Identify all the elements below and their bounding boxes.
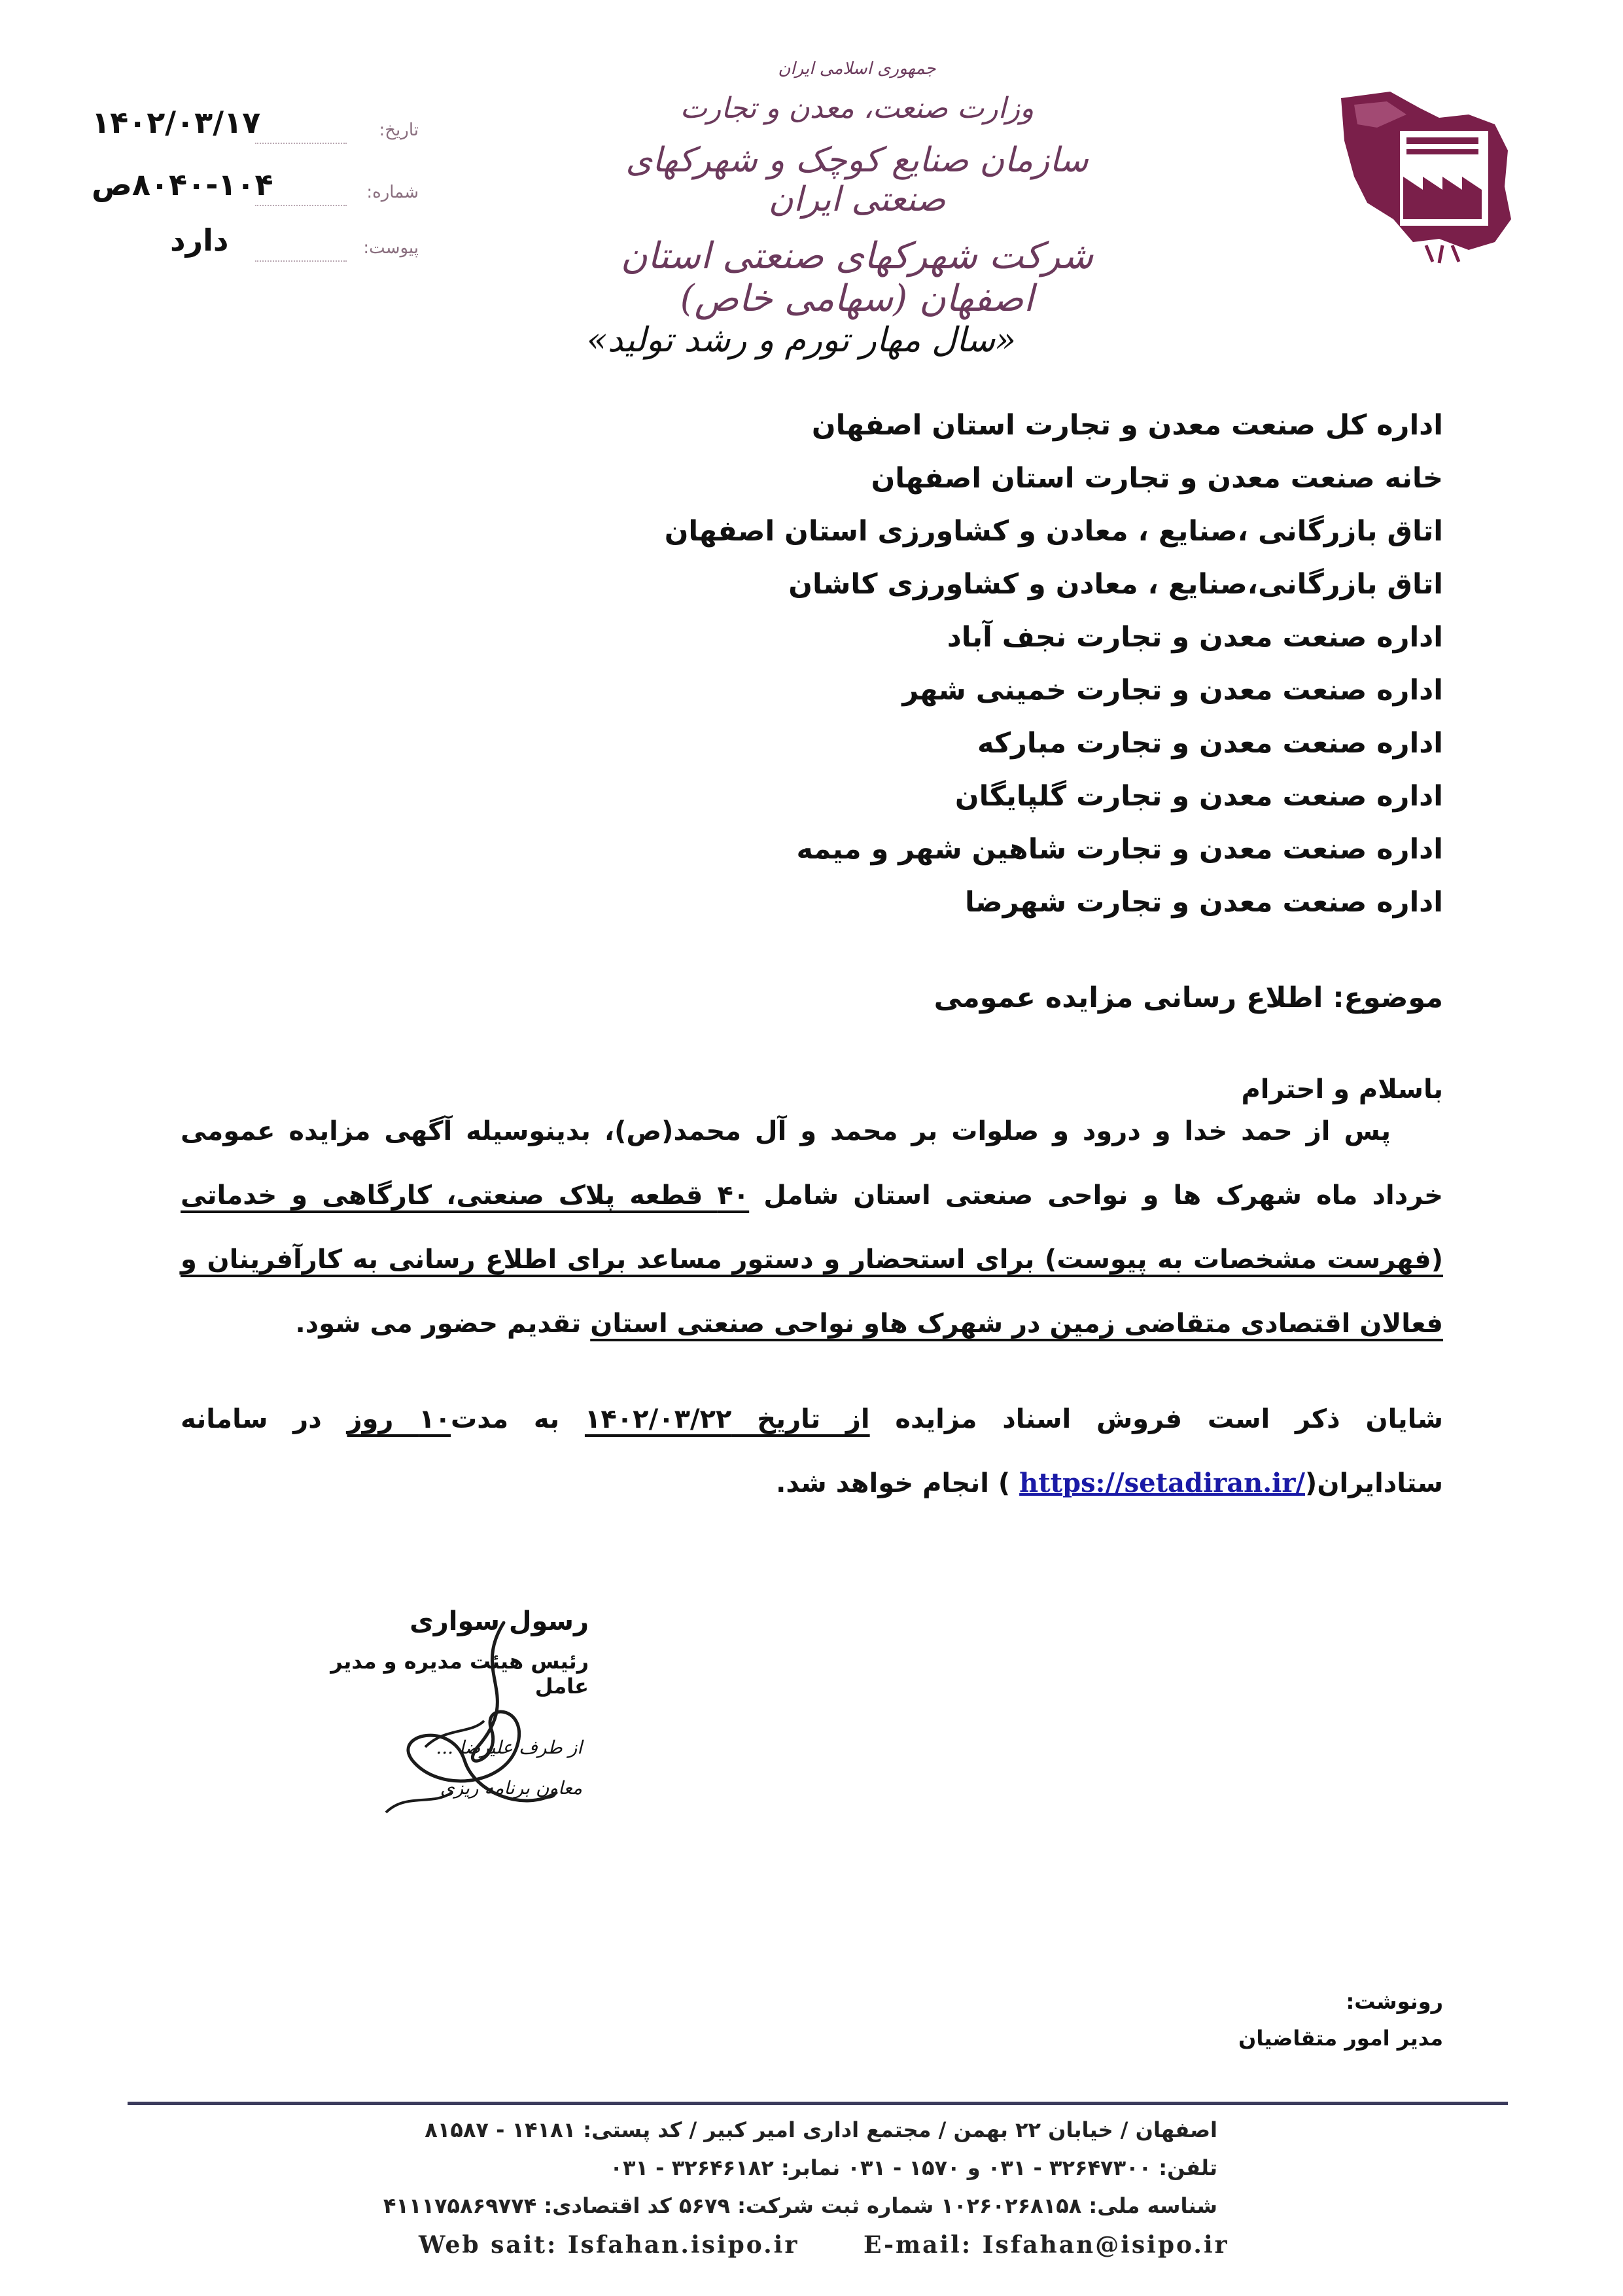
date-dots [255,143,347,144]
recipient-list [527,399,1443,929]
number-dots [255,205,347,206]
handwritten-signature [307,1597,608,1832]
letter-subject: موضوع: اطلاع رسانی مزایده عمومی [934,981,1443,1014]
body-text: شایان ذکر است فروش اسناد مزایده [869,1404,1443,1434]
footer-email: E-mail: Isfahan@isipo.ir [864,2231,1229,2259]
footer-phone: تلفن: ۳۲۶۴۷۳۰۰ - ۰۳۱ و ۱۵۷۰ - ۰۳۱ نمابر: ۳۲۶۴۶۱۸۲ - ۰۳۱ [610,2155,1217,2180]
footer-registration: شناسه ملی: ۱۰۲۶۰۲۶۸۱۵۸ شماره ثبت شرکت: ۵۶۷۹ کد اقتصادی: ۴۱۱۱۷۵۸۶۹۷۷۴ [383,2193,1217,2218]
number-row [92,167,419,219]
cc-label: رونوشت: [1346,1989,1443,2014]
year-slogan: «سال مهار تورم و رشد تولید» [586,321,1017,360]
greeting: باسلام و احترام [1241,1074,1443,1104]
signature-note-line: معاون برنامه ریزی [440,1777,582,1799]
recipient-item: خانه صنعت معدن و تجارت استان اصفهان [871,462,1443,495]
underlined-date: از تاریخ ۱۴۰۲/۰۳/۲۲ [584,1404,870,1434]
body-text: پس از حمد خدا و درود و صلوات بر محمد و آل محمد(ص)، بدینوسیله آگهی مزایده عمومی خرداد ماه شهرک ها و نواحی صنعتی استان شامل [181,1116,1443,1210]
attachment-row [92,222,419,275]
cc-item: مدیر امور متقاضیان [1238,2026,1443,2051]
date-label: تاریخ: [379,120,419,140]
attachment-value: دارد [170,222,229,258]
body-paragraph-1 [181,1099,1443,1356]
footer-divider [128,2102,1508,2105]
footer-website: Web sait: Isfahan.isipo.ir [419,2231,799,2259]
recipient-item: اداره صنعت معدن و تجارت شاهین شهر و میمه [796,833,1443,866]
recipient-item: اتاق بازرگانی ،صنایع ، معادن و کشاورزی استان اصفهان [664,515,1443,548]
recipient-item: اداره صنعت معدن و تجارت مبارکه [977,727,1443,760]
footer-address: اصفهان / خیابان ۲۲ بهمن / مجتمع اداری امیر کبیر / کد پستی: ۱۴۱۸۱ - ۸۱۵۸۷ [425,2117,1217,2142]
recipient-item: اداره صنعت معدن و تجارت گلپایگان [954,780,1443,813]
signer-title: رئیس هیئت مدیره و مدیر عامل [330,1649,589,1699]
recipient-item: اداره صنعت معدن و تجارت نجف آباد [947,621,1443,654]
letterhead-ministry [589,52,1125,320]
recipient-item: اداره کل صنعت معدن و تجارت استان اصفهان [811,409,1443,442]
body-text: ) انجام خواهد شد. [776,1468,1020,1498]
body-text: تقدیم حضور می شود. [295,1309,591,1339]
body-text: به مدت [451,1404,585,1434]
number-label: شماره: [366,183,419,202]
underlined-text: ۴۰ قطعه پلاک صنعتی، کارگاهی و خدماتی (فهرست مشخصات به پیوست) برای استحضار و دستور مساعد برای اطلاع رسانی به کارآفرینان و فعالان اقتصادی متقاضی زمین در شهرک هاو نواحی صنعتی استان [181,1180,1443,1339]
recipient-item: اداره صنعت معدن و تجارت خمینی شهر [902,674,1443,707]
letterhead-line: سازمان صنایع کوچک و شهرکهای صنعتی ایران [625,141,1089,219]
body-text: در سامانه ستادایران( [181,1404,1443,1498]
letterhead-line: شرکت شهرکهای صنعتی استان اصفهان (سهامی خاص) [620,235,1094,320]
date-row [92,105,419,157]
date-value: ۱۴۰۲/۰۳/۱۷ [92,105,261,140]
signer-name: رسول سواری [410,1606,589,1636]
signature-note-line: از طرف علیرضا ... [436,1737,582,1758]
letterhead-line: وزارت صنعت، معدن و تجارت [680,92,1034,125]
body-paragraph-2 [181,1387,1443,1515]
recipient-item: اداره صنعت معدن و تجارت شهرضا [965,886,1443,919]
number-value: ۸۰۴۰-۱۰۴ص [92,167,273,202]
underlined-duration: ۱۰ روز [347,1404,451,1434]
attachment-label: پیوست: [363,238,419,258]
attachment-dots [255,260,347,262]
recipient-item: اتاق بازرگانی،صنایع ، معادن و کشاورزی کاشان [788,568,1443,601]
company-logo [1328,79,1524,275]
letterhead-line: جمهوری اسلامی ایران [778,59,936,79]
setadiran-link[interactable]: https://setadiran.ir/ [1019,1468,1306,1498]
